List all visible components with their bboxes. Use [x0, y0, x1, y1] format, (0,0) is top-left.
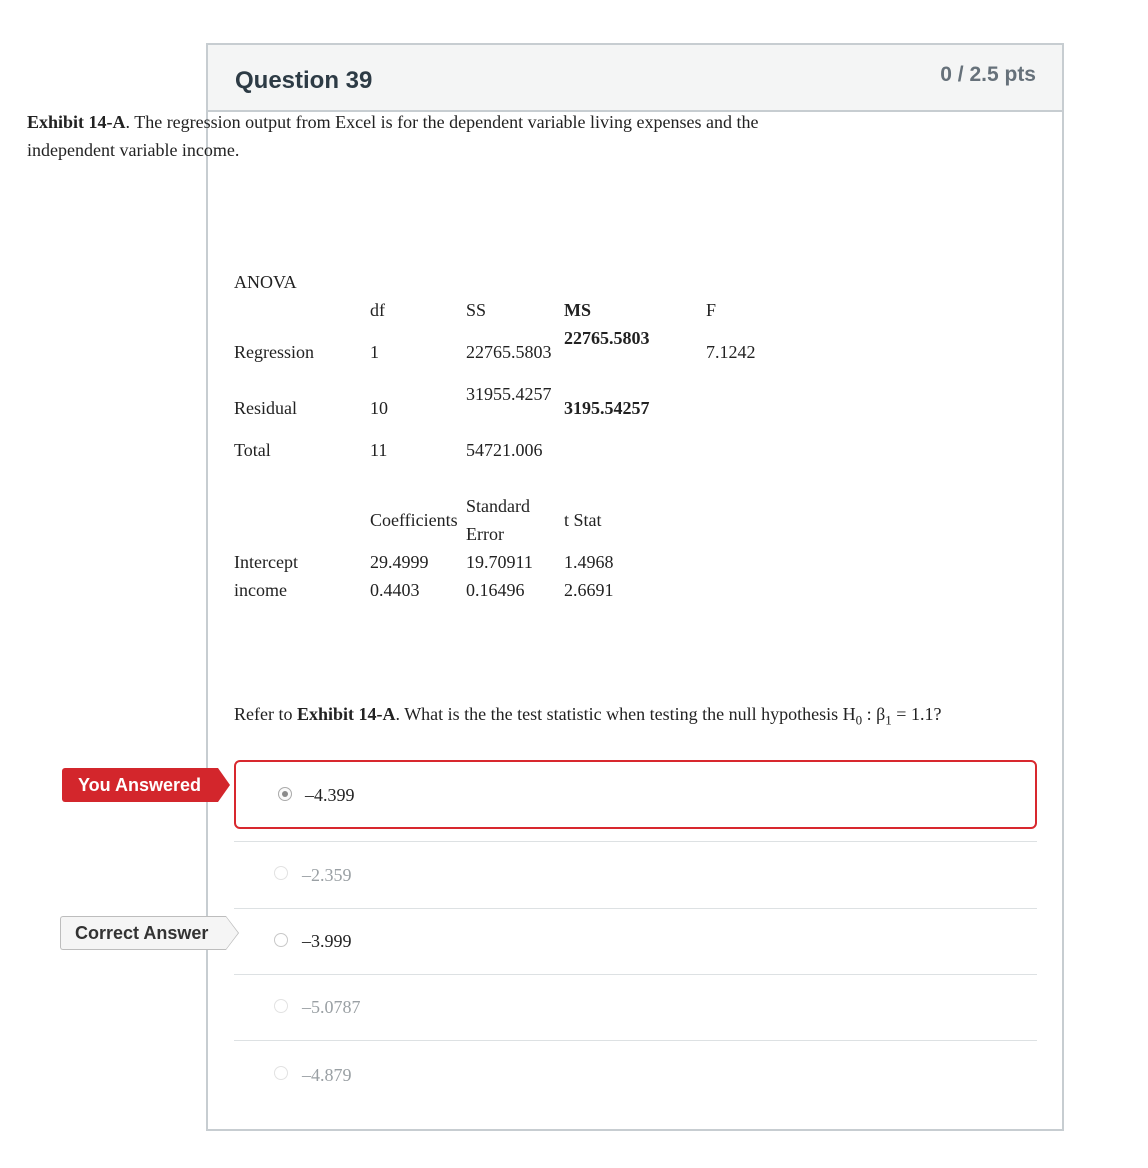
prompt-exhibit-ref: Exhibit 14-A: [296, 704, 396, 724]
prompt-subscript-1: 1: [885, 712, 892, 728]
coef-row-standard-error: 0.16496: [466, 580, 525, 600]
answer-label: –4.879: [302, 1065, 352, 1085]
prompt-end: = 1.1?: [891, 704, 942, 724]
coef-header-se-line1: Standard: [466, 496, 530, 516]
radio-button[interactable]: [274, 1066, 288, 1080]
prompt-beta: : β: [862, 704, 886, 724]
answer-divider: [234, 841, 1037, 842]
coef-row-coefficient: 0.4403: [370, 580, 420, 600]
question-card: [206, 43, 1064, 1131]
coef-row-label: income: [234, 580, 287, 600]
answer-divider: [234, 1040, 1037, 1041]
anova-row-f: 7.1242: [706, 342, 756, 362]
prompt-refer: Refer to: [234, 704, 297, 724]
question-points: 0 / 2.5 pts: [940, 63, 1036, 86]
anova-header-df: df: [370, 300, 385, 320]
prompt-subscript-0: 0: [855, 712, 863, 728]
radio-button[interactable]: [274, 866, 288, 880]
anova-row-ms: 3195.54257: [564, 398, 650, 418]
question-title: Question 39: [235, 67, 373, 94]
radio-button[interactable]: [274, 999, 288, 1013]
coef-row-standard-error: 19.70911: [466, 552, 533, 572]
anova-row-label: Regression: [234, 342, 314, 362]
coef-row-tstat: 1.4968: [564, 552, 614, 572]
exhibit-label: Exhibit 14-A: [27, 112, 126, 132]
exhibit-description: [27, 108, 837, 164]
anova-row-df: 1: [370, 342, 379, 362]
correct-answer-tag: Correct Answer: [60, 916, 226, 950]
answer-label: –3.999: [302, 931, 352, 951]
question-header: [208, 45, 1062, 112]
question-prompt: [234, 700, 941, 735]
radio-button[interactable]: [274, 933, 288, 947]
answer-label: –2.359: [302, 865, 352, 885]
anova-header-f: F: [706, 300, 717, 320]
coef-header-coefficients: Coefficients: [370, 510, 458, 530]
anova-header-ss: SS: [466, 300, 487, 320]
coef-row-label: Intercept: [234, 552, 298, 572]
answer-label: –5.0787: [302, 997, 361, 1017]
anova-row-df: 10: [370, 398, 388, 418]
anova-row-ss: 54721.006: [466, 440, 543, 460]
exhibit-text: . The regression output from Excel is for the dependent variable living expenses and the independent variable income.: [27, 112, 759, 160]
coef-row-coefficient: 29.4999: [370, 552, 429, 572]
answer-divider: [234, 974, 1037, 975]
coef-header-tstat: t Stat: [564, 510, 602, 530]
answer-divider: [234, 908, 1037, 909]
answer-label: –4.399: [305, 785, 355, 805]
you-answered-tag: You Answered: [62, 768, 218, 802]
coef-header-se-line2: Error: [466, 524, 504, 544]
anova-row-label: Total: [234, 440, 271, 460]
anova-header-ms: MS: [564, 300, 591, 320]
coef-row-tstat: 2.6691: [564, 580, 614, 600]
anova-row-ss: 22765.5803: [466, 342, 552, 362]
radio-button-selected[interactable]: [278, 787, 292, 801]
prompt-text: . What is the the test statistic when testing the null hypothesis H: [395, 704, 856, 724]
anova-row-ss: 31955.4257: [466, 384, 552, 404]
anova-row-label: Residual: [234, 398, 297, 418]
anova-heading: ANOVA: [234, 272, 297, 292]
anova-row-df: 11: [370, 440, 388, 460]
anova-row-ms: 22765.5803: [564, 328, 650, 348]
